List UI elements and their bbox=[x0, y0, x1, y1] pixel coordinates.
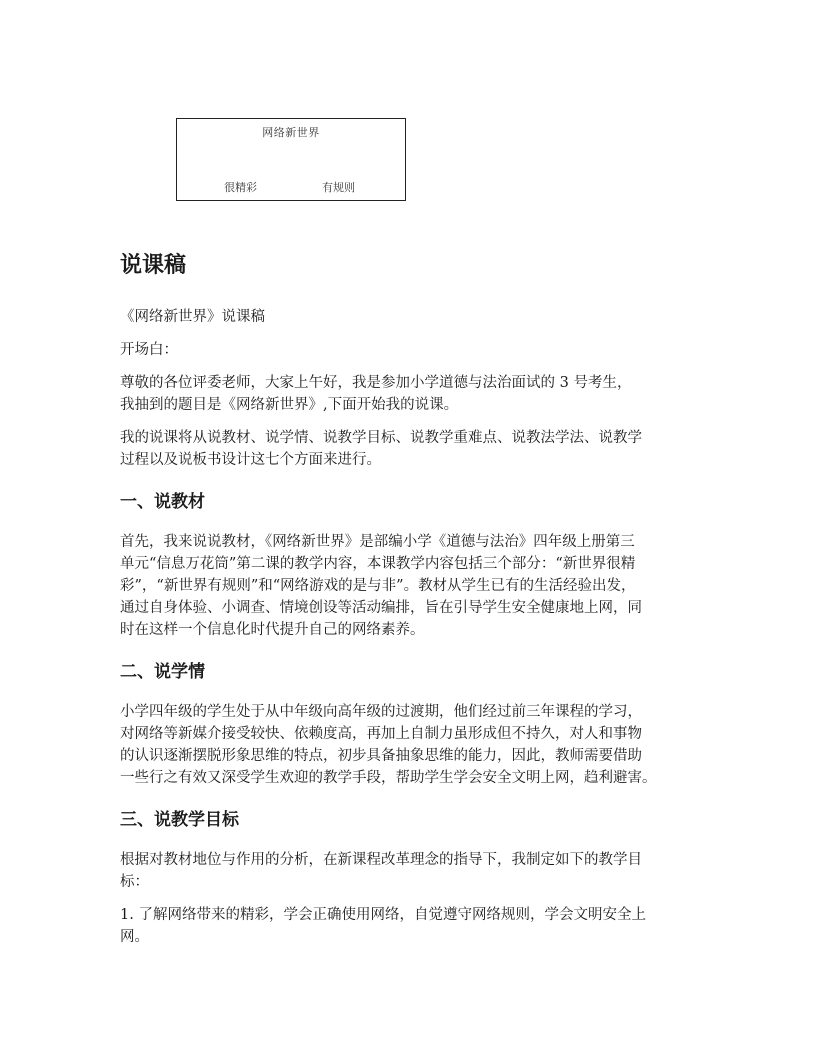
text-line: 1. 了解网络带来的精彩，学会正确使用网络，自觉遵守网络规则，学会文明安全上 bbox=[120, 907, 646, 923]
text-line: 我抽到的题目是《网络新世界》,下面开始我的说课。 bbox=[120, 397, 459, 413]
text-line: 网。 bbox=[120, 929, 149, 945]
objective-item-1 bbox=[120, 904, 710, 948]
text-line: 标： bbox=[120, 874, 149, 890]
blackboard-design-box bbox=[176, 118, 406, 201]
text-line: 小学四年级的学生处于从中年级向高年级的过渡期，他们经过前三年课程的学习， bbox=[120, 704, 642, 720]
text-line: 彩”，“新世界有规则”和“网络游戏的是与非”。教材从学生已有的生活经验出发， bbox=[120, 578, 636, 594]
text-line: 一些行之有效又深受学生欢迎的教学手段，帮助学生学会安全文明上网，趋利避害。 bbox=[120, 770, 657, 786]
textbook-paragraph bbox=[120, 531, 710, 641]
text-line: 对网络等新媒介接受较快、依赖度高，再加上自制力虽形成但不持久，对人和事物 bbox=[120, 726, 642, 742]
text-line: 的认识逐渐摆脱形象思维的特点，初步具备抽象思维的能力，因此，教师需要借助 bbox=[120, 748, 642, 764]
text-line: 首先，我来说说教材，《网络新世界》是部编小学《道德与法治》四年级上册第三 bbox=[120, 534, 635, 550]
opening-label: 开场白： bbox=[120, 342, 178, 358]
board-left-item: 很精彩 bbox=[224, 181, 257, 194]
intro-paragraph bbox=[120, 427, 710, 471]
text-line: 尊敬的各位评委老师，大家上午好，我是参加小学道德与法治面试的 3 号考生， bbox=[120, 375, 632, 391]
text-line: 过程以及说板书设计这七个方面来进行。 bbox=[120, 452, 381, 468]
document-subtitle: 《网络新世界》说课稿 bbox=[120, 309, 265, 325]
section-heading-students: 二、说学情 bbox=[120, 662, 205, 682]
text-line: 单元“信息万花筒”第二课的教学内容，本课教学内容包括三个部分：“新世界很精 bbox=[120, 556, 636, 572]
text-line: 我的说课将从说教材、说学情、说教学目标、说教学重难点、说教法学法、说教学 bbox=[120, 430, 642, 446]
text-line: 根据对教材地位与作用的分析，在新课程改革理念的指导下，我制定如下的教学目 bbox=[120, 852, 642, 868]
document-title: 说课稿 bbox=[120, 253, 187, 278]
students-paragraph bbox=[120, 701, 710, 789]
objectives-intro-paragraph bbox=[120, 849, 710, 893]
opening-paragraph bbox=[120, 372, 710, 416]
section-heading-objectives: 三、说教学目标 bbox=[120, 810, 239, 830]
text-line: 时在这样一个信息化时代提升自己的网络素养。 bbox=[120, 622, 425, 638]
board-title: 网络新世界 bbox=[262, 126, 320, 139]
board-right-item: 有规则 bbox=[322, 181, 355, 194]
text-line: 通过自身体验、小调查、情境创设等活动编排，旨在引导学生安全健康地上网，同 bbox=[120, 600, 642, 616]
section-heading-textbook: 一、说教材 bbox=[120, 492, 205, 512]
document-body bbox=[120, 250, 710, 959]
